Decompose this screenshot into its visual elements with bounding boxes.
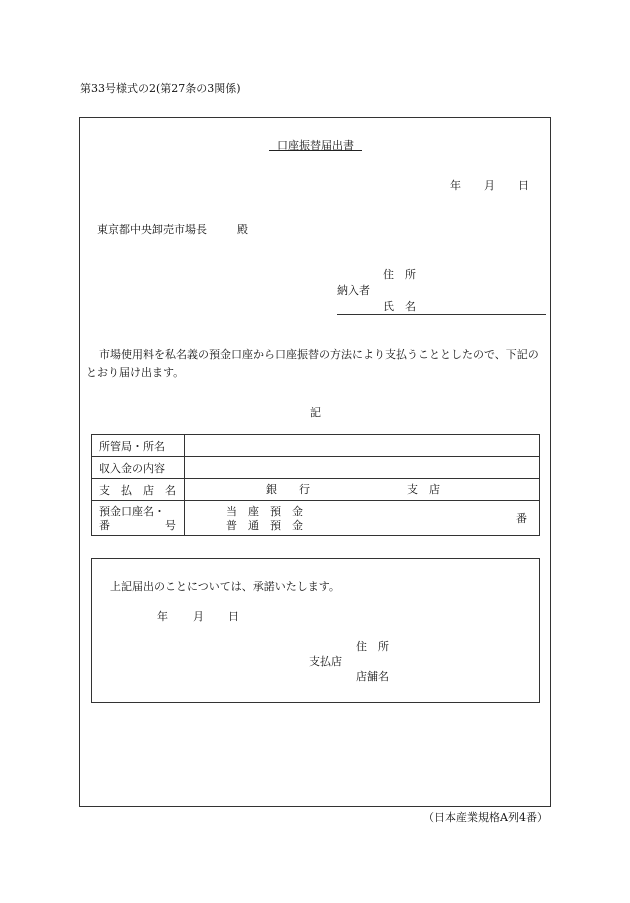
table-row (92, 435, 540, 457)
consent-address-label: 住 所 (356, 640, 389, 653)
row-label-account (92, 501, 185, 536)
ki-label: 記 (310, 406, 321, 419)
statement-text: 市場使用料を私名義の預金口座から口座振替の方法により支払うこととしたので、下記のとおり届け出ます。 (86, 348, 539, 379)
consent-store-label: 店舗名 (356, 670, 389, 683)
consent-branch-label: 支払店 (309, 655, 342, 668)
title-underline (269, 150, 362, 151)
account-number-suffix: 番 (516, 512, 527, 525)
table-row (92, 457, 540, 479)
current-deposit-label: 当 座 預 金 (226, 505, 303, 518)
account-label-line2a: 番 (99, 519, 110, 532)
addressee-name: 東京都中央卸売市場長 (97, 223, 207, 236)
form-title: 口座振替届出書 (277, 139, 354, 152)
date-year: 年 (450, 179, 461, 192)
payer-name-line (337, 314, 546, 315)
table-row (92, 501, 540, 536)
account-label-line2b: 号 (165, 519, 176, 532)
consent-text: 上記届出のことについては、承諾いたします。 (110, 580, 340, 593)
jurisdiction-field[interactable] (185, 435, 540, 457)
consent-day: 日 (228, 610, 239, 623)
payer-label: 納入者 (337, 284, 370, 297)
account-field[interactable] (185, 501, 540, 536)
row-label-jurisdiction: 所管局・所名 (92, 435, 185, 457)
form-number: 第33号様式の2(第27条の3関係) (80, 82, 241, 95)
addressee-honorific: 殿 (237, 223, 248, 236)
payer-name-label: 氏 名 (383, 300, 416, 313)
payer-address-label: 住 所 (383, 268, 416, 281)
account-label-line1: 預金口座名・ (99, 505, 165, 518)
ordinary-deposit-label: 普 通 預 金 (226, 519, 303, 532)
payment-branch-field[interactable] (185, 479, 540, 501)
row-label-payment-branch: 支 払 店 名 (92, 479, 185, 501)
consent-month: 月 (193, 610, 204, 623)
consent-year: 年 (157, 610, 168, 623)
branch-label: 支 店 (407, 483, 440, 496)
table-row (92, 479, 540, 501)
bank-label: 銀 行 (266, 483, 310, 496)
details-table (91, 434, 540, 536)
date-day: 日 (518, 179, 529, 192)
paper-size-note: （日本産業規格A列4番） (423, 811, 548, 824)
revenue-field[interactable] (185, 457, 540, 479)
date-month: 月 (484, 179, 495, 192)
row-label-revenue: 収入金の内容 (92, 457, 185, 479)
